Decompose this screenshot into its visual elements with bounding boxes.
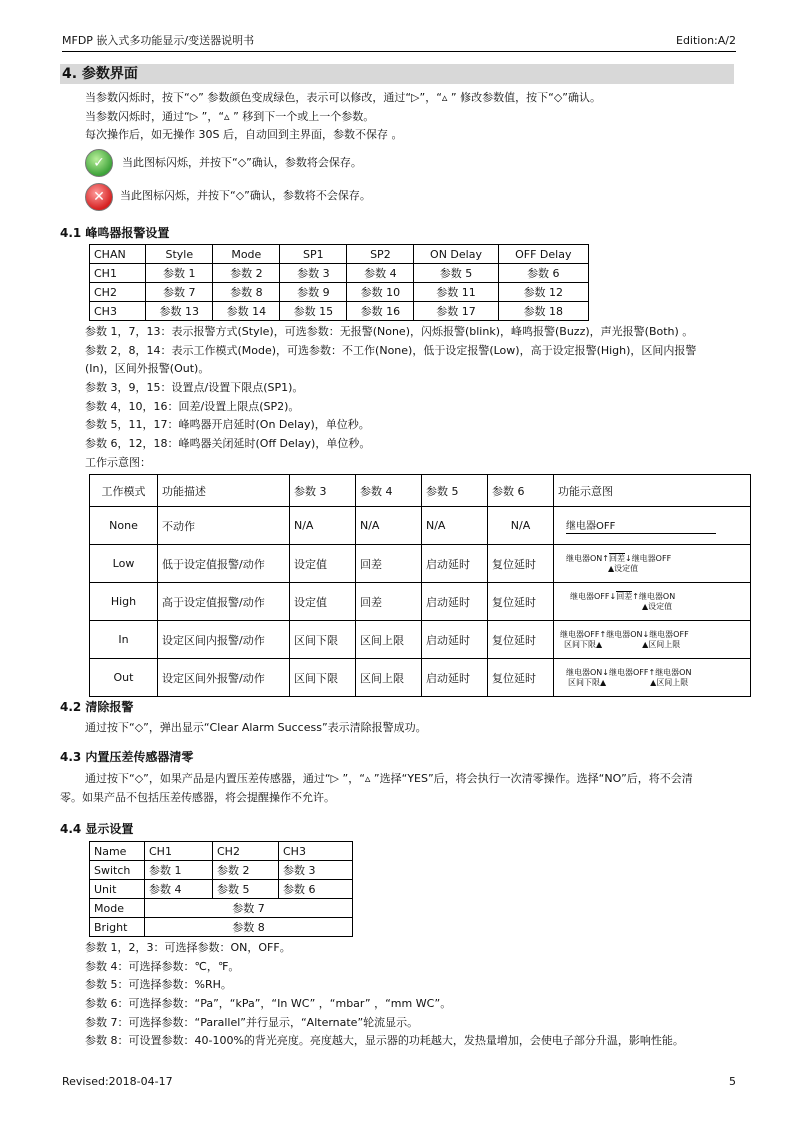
cross-icon: ✕ xyxy=(85,183,113,211)
table-header-cell: Mode xyxy=(213,245,280,264)
down-arrow-icon: ↓ xyxy=(642,629,650,639)
table-cell: Mode xyxy=(90,899,145,918)
triangle-up-icon: ▲ xyxy=(600,677,607,687)
display-settings-table xyxy=(89,841,353,937)
table-header-row xyxy=(90,475,751,507)
table-cell: 参数 13 xyxy=(146,302,213,321)
table-cell: CH3 xyxy=(90,302,146,321)
down-arrow-icon: ↓ xyxy=(602,667,609,677)
table-cell: 设定值 xyxy=(290,545,356,583)
table-header-cell: ON Delay xyxy=(414,245,498,264)
table-cell: 启动延时 xyxy=(422,659,488,697)
work-mode-table xyxy=(89,474,751,697)
table-cell: 复位延时 xyxy=(488,583,554,621)
diagram-high xyxy=(554,583,751,621)
hysteresis-label: 回差 xyxy=(616,591,633,601)
relay-off-label: 继电器OFF xyxy=(631,553,672,563)
table-cell: N/A xyxy=(290,507,356,545)
table-cell: 参数 14 xyxy=(213,302,280,321)
table-cell: 区间下限 xyxy=(290,659,356,697)
table-header-cell: 参数 3 xyxy=(290,475,356,507)
table-row xyxy=(90,861,353,880)
table-row xyxy=(90,880,353,899)
table-cell: Low xyxy=(90,545,158,583)
table-cell: 参数 9 xyxy=(280,283,347,302)
table-cell: 参数 4 xyxy=(347,264,414,283)
upper-limit-label: 区间上限 xyxy=(656,677,689,687)
alarm-note-5: 参数 4，10，16：回差/设置上限点(SP2)。 xyxy=(85,400,300,413)
relay-on-label: 继电器ON xyxy=(606,629,643,639)
table-cell: 参数 1 xyxy=(146,264,213,283)
alarm-settings-table xyxy=(89,244,589,321)
display-note-4: 参数 6：可选择参数：“Pa”，“kPa”，“In WC” ，“mbar” ，“mm WC”。 xyxy=(85,997,452,1010)
zero-cal-line-1: 通过按下“◇”，如果产品是内置压差传感器，通过“▷ ”，“▵ ”选择“YES”后，将会执行一次清零操作。选择“NO”后，将不会清 xyxy=(85,772,693,785)
table-row xyxy=(90,918,353,937)
up-arrow-icon: ↑ xyxy=(602,553,609,563)
intro-line-3: 每次操作后，如无操作 30S 后，自动回到主界面，参数不保存 。 xyxy=(85,128,403,141)
table-cell: N/A xyxy=(356,507,422,545)
alarm-note-4: 参数 3，9，15：设置点/设置下限点(SP1)。 xyxy=(85,381,304,394)
relay-off-label: 继电器OFF xyxy=(570,591,610,601)
table-cell: 设定区间内报警/动作 xyxy=(158,621,290,659)
page-footer xyxy=(62,1075,736,1088)
hysteresis-label: 回差 xyxy=(608,553,625,563)
table-cell: 回差 xyxy=(356,583,422,621)
revised-date: Revised:2018-04-17 xyxy=(62,1075,173,1088)
lower-limit-label: 区间下限 xyxy=(568,677,600,687)
table-cell: 高于设定值报警/动作 xyxy=(158,583,290,621)
diagram-low xyxy=(554,545,751,583)
table-row xyxy=(90,507,751,545)
save-note: 当此图标闪烁，并按下“◇”确认，参数将会保存。 xyxy=(122,156,362,169)
table-cell: N/A xyxy=(422,507,488,545)
table-cell: 复位延时 xyxy=(488,545,554,583)
display-note-1: 参数 1，2，3：可选择参数：ON，OFF。 xyxy=(85,941,291,954)
table-cell: 区间上限 xyxy=(356,659,422,697)
alarm-note-2: 参数 2，8，14：表示工作模式(Mode)，可选参数：不工作(None)，低于设定报警(Low)，高于设定报警(High)，区间内报警 xyxy=(85,344,697,357)
table-cell: 参数 6 xyxy=(498,264,588,283)
table-cell: 参数 6 xyxy=(279,880,353,899)
table-cell: 区间上限 xyxy=(356,621,422,659)
table-header-cell: Name xyxy=(90,842,145,861)
section-title: 4. 参数界面 xyxy=(60,64,734,84)
table-header-cell: OFF Delay xyxy=(498,245,588,264)
relay-off-label: 继电器OFF xyxy=(649,629,689,639)
table-row xyxy=(90,899,353,918)
table-header-cell: 参数 6 xyxy=(488,475,554,507)
table-cell: Out xyxy=(90,659,158,697)
table-row xyxy=(90,659,751,697)
table-row xyxy=(90,621,751,659)
triangle-up-icon: ▲ xyxy=(642,639,649,649)
zero-cal-line-2: 零。如果产品不包括压差传感器，将会提醒操作不允许。 xyxy=(60,791,335,804)
table-cell: 参数 5 xyxy=(414,264,498,283)
table-row xyxy=(90,283,589,302)
table-cell: 参数 3 xyxy=(279,861,353,880)
table-header-cell: 参数 5 xyxy=(422,475,488,507)
table-cell: N/A xyxy=(488,507,554,545)
table-cell: None xyxy=(90,507,158,545)
alarm-note-6: 参数 5，11，17：峰鸣器开启延时(On Delay)，单位秒。 xyxy=(85,418,370,431)
table-header-cell: CH3 xyxy=(279,842,353,861)
relay-on-label: 继电器ON xyxy=(566,553,603,563)
table-header-cell: 功能示意图 xyxy=(554,475,751,507)
alarm-note-1: 参数 1，7，13：表示报警方式(Style)，可选参数：无报警(None)，闪烁报警(blink)，峰鸣报警(Buzz)，声光报警(Both) 。 xyxy=(85,325,694,338)
table-cell: 参数 1 xyxy=(145,861,213,880)
table-row xyxy=(90,302,589,321)
relay-off-label: 继电器OFF xyxy=(566,517,716,534)
table-cell: CH2 xyxy=(90,283,146,302)
triangle-up-icon: ▲ xyxy=(596,639,603,649)
triangle-up-icon: ▲ xyxy=(608,563,615,573)
table-cell: 参数 4 xyxy=(145,880,213,899)
intro-line-1: 当参数闪烁时，按下“◇” 参数颜色变成绿色，表示可以修改，通过“▷”，“▵ ” 修改参数值，按下“◇”确认。 xyxy=(85,91,601,104)
table-cell: 区间下限 xyxy=(290,621,356,659)
relay-on-label: 继电器ON xyxy=(655,667,692,677)
table-cell: 参数 8 xyxy=(145,918,353,937)
cancel-note: 当此图标闪烁，并按下“◇”确认，参数将不会保存。 xyxy=(120,189,371,202)
table-cell: 设定值 xyxy=(290,583,356,621)
table-cell: 参数 17 xyxy=(414,302,498,321)
table-cell: 参数 8 xyxy=(213,283,280,302)
table-header-cell: 功能描述 xyxy=(158,475,290,507)
diagram-out xyxy=(554,659,751,697)
table-cell: 参数 2 xyxy=(213,264,280,283)
relay-on-label: 继电器ON xyxy=(638,591,676,601)
display-note-2: 参数 4：可选择参数：℃，℉。 xyxy=(85,960,240,973)
up-arrow-icon: ↑ xyxy=(648,667,656,677)
triangle-up-icon: ▲ xyxy=(642,601,649,611)
display-note-6: 参数 8：可设置参数：40-100%的背光亮度。亮度越大，显示器的功耗越大，发热量增加，会使电子部分升温，影响性能。 xyxy=(85,1034,684,1047)
table-header-row xyxy=(90,245,589,264)
diagram-none xyxy=(554,507,751,545)
table-cell: 参数 3 xyxy=(280,264,347,283)
table-header-cell: CHAN xyxy=(90,245,146,264)
table-cell: 不动作 xyxy=(158,507,290,545)
table-header-cell: 工作模式 xyxy=(90,475,158,507)
table-cell: 启动延时 xyxy=(422,545,488,583)
table-cell: Bright xyxy=(90,918,145,937)
lower-limit-label: 区间下限 xyxy=(564,639,596,649)
up-arrow-icon: ↑ xyxy=(632,591,639,601)
subsection-4-3-title: 4.3 内置压差传感器清零 xyxy=(60,750,194,764)
relay-on-label: 继电器ON xyxy=(566,667,603,677)
clear-alarm-text: 通过按下“◇”，弹出显示“Clear Alarm Success”表示清除报警成功。 xyxy=(85,721,427,734)
table-cell: Switch xyxy=(90,861,145,880)
table-cell: 参数 12 xyxy=(498,283,588,302)
subsection-4-2-title: 4.2 清除报警 xyxy=(60,700,134,714)
relay-off-label: 继电器OFF xyxy=(560,629,600,639)
table-cell: In xyxy=(90,621,158,659)
down-arrow-icon: ↓ xyxy=(624,553,632,563)
table-cell: 设定区间外报警/动作 xyxy=(158,659,290,697)
header-doc-title: MFDP 嵌入式多功能显示/变送器说明书 xyxy=(62,34,255,47)
work-diagram-label: 工作示意图： xyxy=(85,456,151,469)
table-cell: 复位延时 xyxy=(488,621,554,659)
display-note-5: 参数 7：可选择参数：“Parallel”并行显示，“Alternate”轮流显示。 xyxy=(85,1016,419,1029)
alarm-note-7: 参数 6，12，18：峰鸣器关闭延时(Off Delay)，单位秒。 xyxy=(85,437,371,450)
table-cell: 启动延时 xyxy=(422,621,488,659)
table-header-cell: CH1 xyxy=(145,842,213,861)
table-cell: 参数 15 xyxy=(280,302,347,321)
setpoint-label: 设定值 xyxy=(648,601,673,611)
table-cell: 参数 10 xyxy=(347,283,414,302)
table-cell: High xyxy=(90,583,158,621)
table-cell: 启动延时 xyxy=(422,583,488,621)
subsection-4-1-title: 4.1 峰鸣器报警设置 xyxy=(60,226,170,240)
table-header-cell: 参数 4 xyxy=(356,475,422,507)
page-header xyxy=(62,34,736,52)
header-edition: Edition:A/2 xyxy=(676,34,736,47)
table-row xyxy=(90,545,751,583)
check-icon: ✓ xyxy=(85,149,113,177)
intro-line-2: 当参数闪烁时，通过“▷ ”，“▵ ” 移到下一个或上一个参数。 xyxy=(85,110,375,123)
alarm-note-3: (In)，区间外报警(Out)。 xyxy=(85,362,210,375)
table-cell: 参数 7 xyxy=(145,899,353,918)
table-cell: 参数 5 xyxy=(213,880,279,899)
triangle-up-icon: ▲ xyxy=(650,677,657,687)
table-cell: CH1 xyxy=(90,264,146,283)
table-cell: Unit xyxy=(90,880,145,899)
table-row xyxy=(90,583,751,621)
table-row xyxy=(90,264,589,283)
table-cell: 参数 16 xyxy=(347,302,414,321)
up-arrow-icon: ↑ xyxy=(599,629,607,639)
table-cell: 回差 xyxy=(356,545,422,583)
table-header-cell: SP2 xyxy=(347,245,414,264)
table-header-cell: Style xyxy=(146,245,213,264)
table-header-cell: SP1 xyxy=(280,245,347,264)
setpoint-label: 设定值 xyxy=(614,563,639,573)
table-header-cell: CH2 xyxy=(213,842,279,861)
upper-limit-label: 区间上限 xyxy=(648,639,681,649)
table-cell: 参数 7 xyxy=(146,283,213,302)
display-note-3: 参数 5：可选择参数：%RH。 xyxy=(85,978,232,991)
table-cell: 参数 11 xyxy=(414,283,498,302)
page-number: 5 xyxy=(729,1075,736,1088)
table-cell: 复位延时 xyxy=(488,659,554,697)
table-header-row xyxy=(90,842,353,861)
down-arrow-icon: ↓ xyxy=(609,591,617,601)
relay-off-label: 继电器OFF xyxy=(608,667,649,677)
diagram-in xyxy=(554,621,751,659)
table-cell: 参数 2 xyxy=(213,861,279,880)
table-cell: 参数 18 xyxy=(498,302,588,321)
subsection-4-4-title: 4.4 显示设置 xyxy=(60,822,134,836)
table-cell: 低于设定值报警/动作 xyxy=(158,545,290,583)
